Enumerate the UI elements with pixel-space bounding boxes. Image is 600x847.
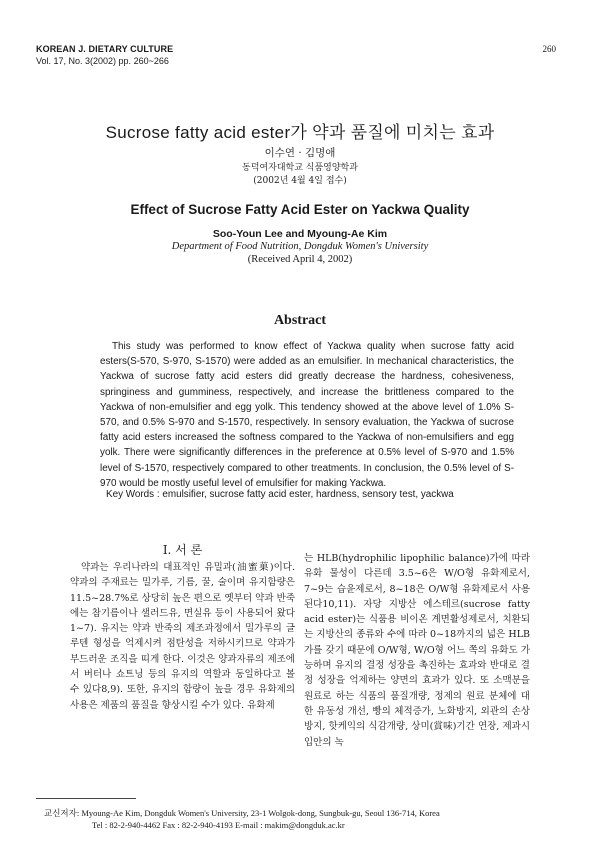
keywords-label: Key Words :: [106, 489, 160, 500]
keywords-list: emulsifier, sucrose fatty acid ester, hardness, sensory test, yackwa: [162, 489, 454, 500]
abstract-body: This study was performed to know effect of Yackwa quality when sucrose fatty acid esters(S-570, S-970, S-1570) were added as an emulsifier. In mechanical characteristics, the Yackwa of sucrose fatty acid esters did greatly decrease the hardness, cohesiveness, springiness and gumminess, respectively, and increase the brittleness compared to the Yackwa of non-emulsifier and egg yolk. This tendency showed at the above level of 1.0% S-570, and 0.5% S-970 and S-1570, respectively. In sensory evaluation, the Yackwa of sucrose fatty acid esters increased the softness compared to the Yackwa of non-emulsifiers and egg yolk. There were significantly differences in the preference at 0.5% level of S-970 and 1.5% level of S-1570, respectively compared to other treatments. In conclusion, the 0.5% level of S-970 would be mostly useful level of emulsifier for making Yackwa.: [100, 341, 514, 489]
authors-english: Soo-Youn Lee and Myoung-Ae Kim: [212, 228, 388, 240]
footnote-divider: [36, 798, 136, 799]
affiliation-english: Department of Food Nutrition, Dongduk Women's University: [171, 241, 429, 252]
received-date-english: (Received April 4, 2002): [247, 254, 353, 265]
intro-right-column: 는 HLB(hydrophilic lipophilic balance)가에 따라 유화 물성이 다른데 3.5~6은 W/O형 유화제로서, 7~9는 습윤제로서, 8~18은 O/W형 유화제로서 사용된다10,11). 자당 지방산 에스테르(sucrose fatty acid ester)는 식품용 비이온 계면활성제로서, 치환되는 지방산의 종류와 수에 따라 0~18까지의 넓은 HLB가를 갖기 때문에 O/W형, W/O형 어느 쪽의 유화도 가능하며 유지의 결정 성장을 촉진하는 효과와 반대로 결정 성장을 억제하는 양면의 효과가 있다. 또 소맥분을 원료로 하는 식품의 품질개량, 정제의 원료 분체에 대한 유동성 개선, 빵의 체적증가, 노화방지, 외관의 손상방지, 핫케익의 식감개량, 상미(賞味)기간 연장, 제과시 입안의 녹: [304, 553, 530, 748]
received-date-korean: (2002년 4월 4일 접수): [253, 176, 347, 186]
title-korean: Sucrose fatty acid ester가 약과 품질에 미치는 효과: [105, 123, 495, 142]
authors-korean: 이수연 · 김명애: [264, 147, 336, 159]
contact-info: Tel : 82-2-940-4462 Fax : 82-2-940-4193 E-mail : makim@dongduk.ac.kr: [92, 820, 345, 830]
title-english: Effect of Sucrose Fatty Acid Ester on Yackwa Quality: [130, 202, 470, 217]
page-number: 260: [542, 44, 556, 54]
section-heading-introduction: I. 서 론: [162, 543, 203, 557]
journal-name: KOREAN J. DIETARY CULTURE: [36, 44, 174, 54]
intro-left-column: 약과는 우리나라의 대표적인 유밀과(油蜜菓)이다. 약과의 주재료는 밀가루, 기름, 꿀, 술이며 유지함량은 11.5~28.7%로 상당히 높은 편으로 옛부터 약과 반죽에는 참기름이나 샐러드유, 면실유 등이 사용되어 왔다1~7). 유지는 약과 반죽의 제조과정에서 밀가루의 글루텐 형성을 억제시켜 점탄성을 저하시키므로 약과가 부드러운 조직을 띠게 한다. 이것은 양과자류의 제조에서 버터나 쇼트닝 등의 유지의 역할과 동일하다고 볼 수 있다8,9). 또한, 유지의 함량이 높을 경우 유화제의 사용은 제품의 품질을 향상시킬 수가 있다. 유화제: [70, 562, 295, 711]
keywords: [106, 488, 516, 502]
corresponding-author: 교신저자: Myoung-Ae Kim, Dongduk Women's University, 23-1 Wolgok-dong, Sungbuk-gu, Seoul 136-714, Korea: [44, 808, 440, 818]
abstract-heading: Abstract: [273, 313, 327, 328]
affiliation-korean: 동덕여자대학교 식품영양학과: [242, 163, 358, 173]
volume-info: Vol. 17, No. 3(2002) pp. 260~266: [36, 56, 169, 66]
